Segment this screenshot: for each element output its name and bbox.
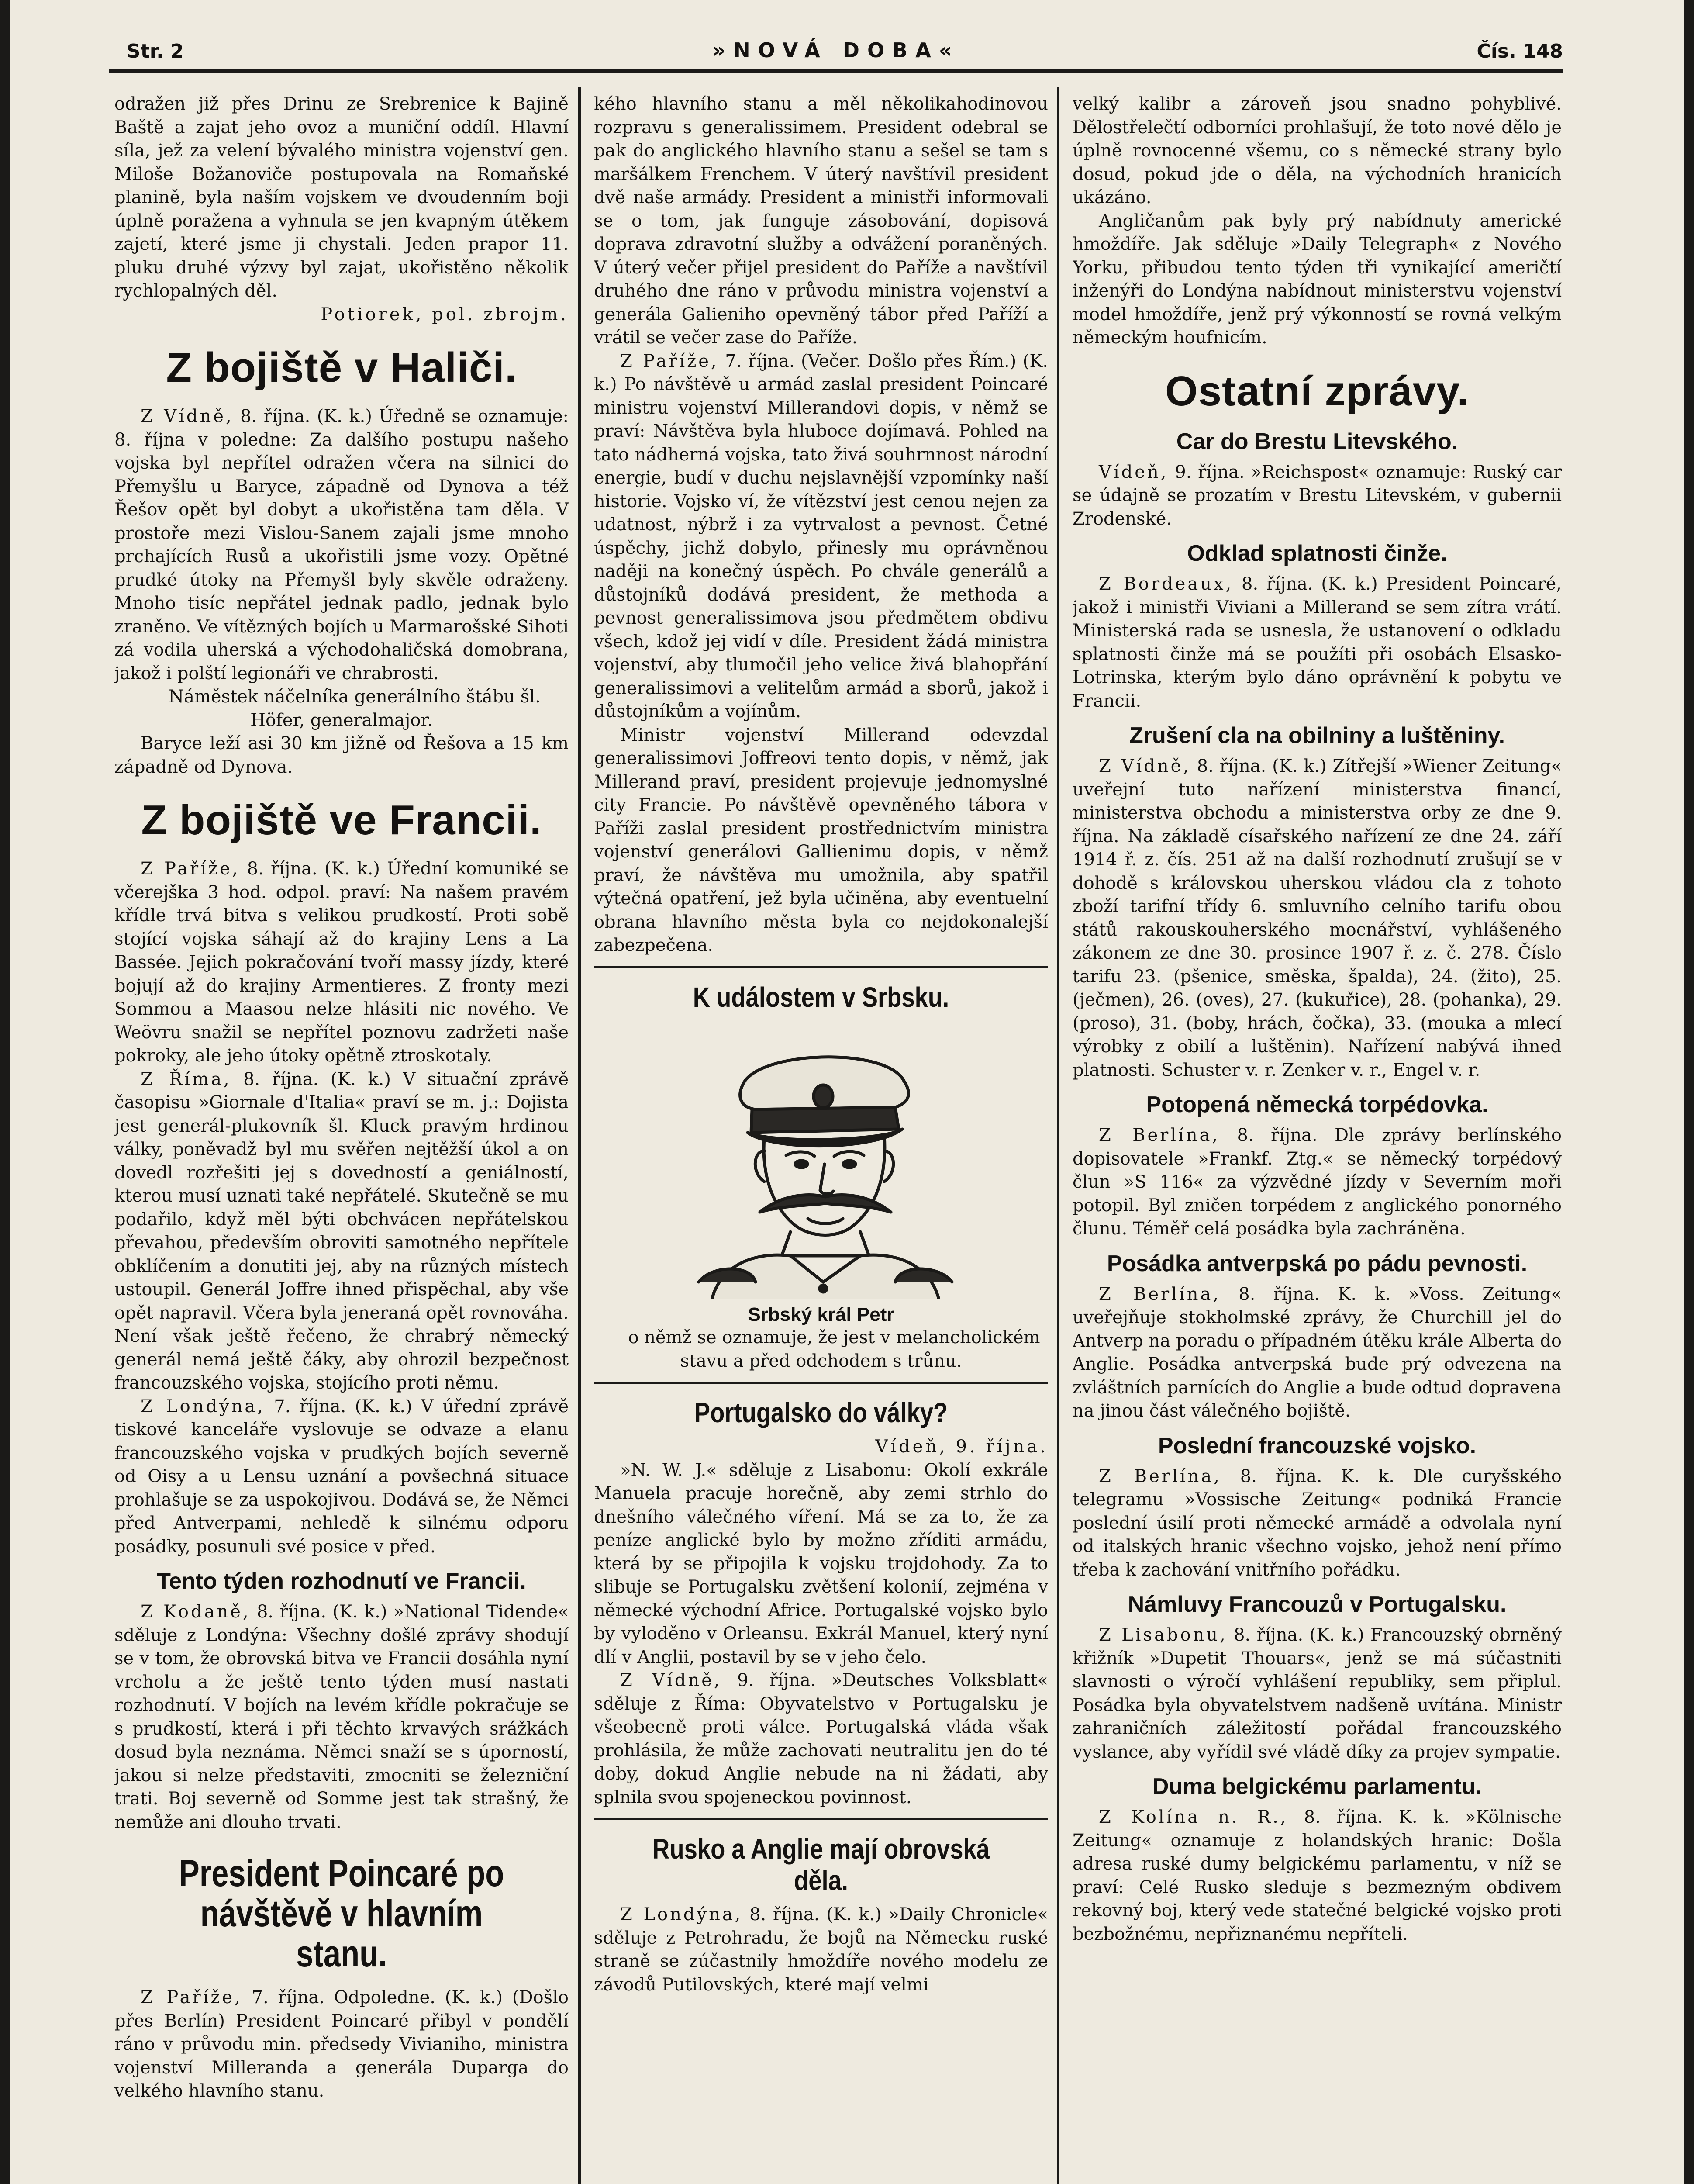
article-text: Z Vídně, 8. října. (K. k.) Zítřejší »Wiener Zeitung« uveřejní tuto nařízení ministerstva financí, ministerstva obchodu a ministerstva orby ze dne 9. října. Na základě císařského nařízení ze dne 24. září 1914 ř. z. čís. 251 až na další rozhodnutí zrušují se v dohodě s královskou uherskou vládou cla z tohoto zboží tarifní třídy 6. smluvního celního tarifu obou států rakouskouherského mocnářství, vyhlášeného zákonem ze dne 30. prosince 1907 ř. z. č. 278. Číslo tarifu 23. (pšenice, směska, špalda), 24. (žito), 25. (ječmen), 26. (oves), 27. (kukuřice), 28. (pohanka), 29. (proso), 31. (boby, hrách, čočka), 33. (mouka a mlecí výrobky z obilí a luštěnin). Nařízení nabývá ihned platnosti. Schuster v. r. Zenker v. r., Engel v. r. xyxy=(1073,756,1562,1080)
article-text: Z Bordeaux, 8. října. (K. k.) President Poincaré, jakož i ministři Viviani a Millerand se sem zítra vrátí. Ministerská rada se usnesla, že ustanovení o odkladu splatnosti činže má se použíti při osobách Elsasko-Lotrinska, kterým bylo dáno oprávnění k pobytu ve Francii. xyxy=(1073,574,1562,711)
headline: Ostatní zprávy. xyxy=(1165,367,1470,415)
scan-edge-right xyxy=(1684,0,1694,2184)
subheadline: Zrušení cla na obilniny a luštěniny. xyxy=(1129,723,1505,748)
subheadline: Posádka antverpská po pádu pevnosti. xyxy=(1107,1251,1528,1276)
article-text: »N. W. J.« sděluje z Lisabonu: Okolí exkrále Manuela pracuje horečně, aby zemi strhlo do dnešního válečného víření. Má se za to, že za peníze anglické bylo by možno zříditi armádu, která by se připojila k vojsku trojdohody. Za to slibuje se Portugalsku zvětšení kolonií, zejména v německé východní Africe. Portugalské vojsko bylo by vyloděno v Orleansu. Exkrál Manuel, který nyní dlí v Anglii, postavil by se v jeho čelo. xyxy=(594,1460,1048,1667)
subheadline: Poslední francouzské vojsko. xyxy=(1158,1433,1477,1458)
article-text: Z Kodaně, 8. října. (K. k.) »National Tidende« sděluje z Londýna: Všechny došlé zprávy shodují se v tom, že obrovská bitva ve Francii dosáhla nyní vrcholu a že ještě tento týden musí nastati rozhodnutí. V bojích na levém křídle pokračuje se s prudkostí, která i při těchto krvavých srážkách dosud byla neznáma. Němci snaží se s úporností, jakou si nelze představiti, zmocniti se železniční trati. Boj severně od Somme jest tak strašný, že nemůže ani dlouho trvati. xyxy=(114,1602,569,1832)
section-rule xyxy=(594,966,1048,968)
subheadline: Duma belgickému parlamentu. xyxy=(1152,1774,1482,1799)
article-text: Z Berlína, 8. října. K. k. »Voss. Zeitung« uveřejňuje stokholmské zprávy, že Churchill jel do Antverp na poradu o případném útěku krále Alberta do Anglie. Posádka antverpská bude prý odvezena na zvláštních parnících do Anglie a bude odtud dopravena na jinou část válečného bojiště. xyxy=(1073,1284,1562,1421)
newspaper-title: »NOVÁ DOBA« xyxy=(712,38,960,62)
article-text: Z Vídně, 8. října. (K. k.) Úředně se oznamuje: 8. října v poledne: Za dalšího postupu našeho vojska byl nepřítel odražen včera na silnici do Přemyšlu u Baryce, západně od Dynova a též Řešov opět byl dobyt a ukořistěna tam děla. V prostoře mezi Vislou-Sanem zajali jsme mnoho prchajících Rusů a ukořistili jsme vozy. Opětné prudké útoky na Přemyšl byly skvěle odraženy. Mnoho tisíc nepřátel jednak padlo, jednak bylo zraněno. Ve vítězných bojích u Marmarošské Sihoti zá vodila uherská a východohaličská domobrana, jakož i polští legionáři ve chrabrosti. xyxy=(114,406,569,684)
article-text: Z Vídně, 9. října. »Deutsches Volksblatt« sděluje z Říma: Obyvatelstvo v Portugalsku je všeobecně proti válce. Portugalská vláda však prohlásila, že může zachovati neutralitu jen do té doby, dokud Anglie nebude na ni žádati, aby splnila svou spojeneckou povinnost. xyxy=(594,1670,1048,1807)
issue-number: Čís. 148 xyxy=(1477,40,1563,62)
article-text: kého hlavního stanu a měl několikahodinovou rozpravu s generalissimem. President odebral se pak do anglického hlavního stanu a sešel se tam s maršálkem Frenchem. V úterý navštívil president dvě naše armády. President a ministři informovali se o tom, jak funguje zásobování, dopisová doprava zdravotní služby a odvážení poraněných. V úterý večer přijel president do Paříže a navštívil druhého dne ráno v průvodu ministra vojenství a generála Galieniho opevněný tábor před Paříží a vrátil se večer zase do Paříže. xyxy=(594,94,1048,348)
column-2 xyxy=(594,93,1048,1997)
column-divider xyxy=(1057,87,1059,2184)
headline: Z bojiště v Haliči. xyxy=(166,344,517,391)
subheadline: Car do Brestu Litevského. xyxy=(1176,429,1458,454)
subheadline: Odklad splatnosti činže. xyxy=(1187,541,1447,566)
masthead xyxy=(109,34,1563,69)
headline: Rusko a Anglie mají obrovská děla. xyxy=(652,1833,990,1896)
article-text: Z Lisabonu, 8. října. (K. k.) Francouzský obrněný křižník »Dupetit Thouars«, jenž se má súčastniti slavnosti o výročí vyhlášení republiky, sem připlul. Posádka byla obyvatelstvem nadšeně uvítána. Ministr zahraničních záležitostí pořádal francouzského vyslance, aby vyřídil své vládě díky za projev sympatie. xyxy=(1073,1625,1562,1762)
subheadline: Potopená německá torpédovka. xyxy=(1146,1092,1488,1117)
article-text: Z Berlína, 8. října. Dle zprávy berlínského dopisovatele »Frankf. Ztg.« se německý torpédový člun »S 116« za výzvědné jízdy v Severním moři potopil. Byl zničen torpédem z anglického ponorného člunu. Téměř celá posádka byla zachráněna. xyxy=(1073,1125,1562,1239)
article-text: Ministr vojenství Millerand odevzdal generalissimovi Joffreovi tento dopis, v němž, jak Millerand praví, president projevuje jednomyslné city Francie. Po návštěvě opevněného tábora v Paříži zaslal president prostřednictvím ministra vojenství generálovi Gallienimu dopis, v němž praví, že návštěva mu umožnila, aby spatřil výtečná opatření, jež byla učiněna, aby eventuelní obrana hlavního města byla co nejdokonalejší zabezpečena. xyxy=(594,725,1048,955)
portrait-name: Srbský král Petr xyxy=(748,1303,894,1325)
article-text: Z Kolína n. R., 8. října. K. k. »Kölnische Zeitung« oznamuje z holandských hranic: Došla adresa ruské dumy belgickému parlamentu, v níž se praví: Celé Rusko sleduje s bezmezným obdivem rekovný boj, který vede statečné belgické vojsko proti bezbožnému, nepřiznanému nepříteli. xyxy=(1073,1807,1562,1944)
headline: Portugalsko do války? xyxy=(694,1397,948,1428)
masthead-rule xyxy=(109,69,1563,73)
subheadline: Tento týden rozhodnutí ve Francii. xyxy=(157,1569,526,1594)
article-text: Z Londýna, 8. října. (K. k.) »Daily Chronicle« sděluje z Petrohradu, že bojů na Německu ruské straně se zúčastnily hmoždíře nového modelu ze závodů Putilovských, které mají velmi xyxy=(594,1904,1048,1995)
article-text: odražen již přes Drinu ze Srebrenice k Bajině Baště a zajat jeho ovoz a muniční oddíl. Hlavní síla, jež za velení bývalého ministra vojenství gen. Miloše Božanoviče postupovala na Romaňské planině, byla naším vojskem ve dvoudenním boji úplně poražena a vyhnula se jen kvapným útěkem zajetí, které jsme ji chystali. Jeden prapor 11. pluku druhé výzvy byl zajat, ukořistěno několik rychlopalných děl. xyxy=(114,94,569,301)
column-divider xyxy=(578,87,581,2184)
column-3 xyxy=(1073,93,1562,1946)
section-rule xyxy=(594,1382,1048,1384)
article-text: Vídeň, 9. října. »Reichspost« oznamuje: Ruský car se údajně se prozatím v Brestu Litevském, v gubernii Zrodenské. xyxy=(1073,462,1562,529)
article-text: velký kalibr a zároveň jsou snadno pohyblivé. Dělostřelečtí odborníci prohlašují, že toto nové dělo je úplně rovnocenné všemu, co s německé strany bylo dosud, pokud jde o děla, na východních hranicích ukázáno. xyxy=(1073,94,1562,207)
article-text: Angličanům pak byly prý nabídnuty americké hmoždíře. Jak sděluje »Daily Telegraph« z Nového Yorku, přibudou tento týden tři vynikající američtí inženýři do Londýna nabídnout ministerstvu vojenství model hmoždíře, jenž prý výkonností se rovná velkým německým houfnicím. xyxy=(1073,211,1562,348)
article-text: Z Berlína, 8. října. K. k. Dle curyšského telegramu »Vossische Zeitung« podniká Francie poslední úsilí proti německé armádě a odvolala nyní od italských hranic všechno vojsko, jehož není přímo třeba k zachování vnitřního pořádku. xyxy=(1073,1466,1562,1580)
dateline: Vídeň, 9. října. xyxy=(875,1437,1048,1457)
article-note: Baryce leží asi 30 km jižně od Řešova a 15 km západně od Dynova. xyxy=(114,733,569,777)
signature: Potiorek, pol. zbrojm. xyxy=(321,304,569,325)
subheadline: Námluvy Francouzů v Portugalsku. xyxy=(1128,1592,1507,1617)
article-text: Z Paříže, 8. října. (K. k.) Úřední komuniké se včerejška 3 hod. odpol. praví: Na našem pravém křídle trvá bitva s velikou prudkostí. Proti sobě stojící vojska sáhají až do krajiny Lens a La Bassée. Jejich pokračování tvoří massy jízdy, které bojují až do krajiny Armentieres. Z fronty mezi Sommou a Maasou nelze hlásiti nic nového. Ve Weövru snažil se nepřítel poznovu zadržeti naše pokroky, ale jeho útoky opětně ztroskotaly. xyxy=(114,859,569,1066)
portrait-caption: o němž se oznamuje, že jest v melancholickém stavu a před odchodem s trůnu. xyxy=(628,1327,1040,1371)
scan-edge-left xyxy=(0,0,10,2184)
page-number: Str. 2 xyxy=(127,40,184,62)
headline: Z bojiště ve Francii. xyxy=(141,797,542,843)
section-rule xyxy=(594,1818,1048,1820)
column-1 xyxy=(114,93,569,2103)
signature: Náměstek náčelníka generálního štábu šl. Höfer, generalmajor. xyxy=(169,687,541,730)
king-petr-portrait xyxy=(624,1020,1018,1299)
article-text: Z Říma, 8. října. (K. k.) V situační zprávě časopisu »Giornale d'Italia« praví se m. j.: Dojista jest generál-plukovník šl. Kluck pravým hrdinou války, poněvadž byl mu svěřen nejtěžší úkol a on dovedl rozřešiti jej s dovedností a geniálností, kterou musí uznati také nepřátelé. Skutečně se mu podařilo, když měl býti obchvácen nepřátelskou převahou, především obroviti samotného nepřítele obklíčením a donutiti jej, aby na různých místech ustoupil. Generál Joffre ihned přispěchal, aby vše opět napravil. Včera byla jeneraná opět rovnováha. Není však ještě řečeno, že chrabrý německý generál nemá ještě čáky, aby ohrozil bezpečnost francouzského vojska, stojícího proti němu. xyxy=(114,1069,569,1393)
article-text: Z Londýna, 7. října. (K. k.) V úřední zprávě tiskové kanceláře vyslovuje se odvaze a elanu francouzského vojska v prudkých bojích severně od Oisy a u Lensu uznání a povšechná situace prohlašuje se za uspokojivou. Dodává se, že Němci před Antverpami, nehledě k silnému odporu posádky, posunuli své posice v před. xyxy=(114,1396,569,1557)
headline: K událostem v Srbsku. xyxy=(693,981,949,1013)
article-text: Z Paříže, 7. října. Odpoledne. (K. k.) (Došlo přes Berlín) President Poincaré přibyl v pondělí ráno v průvodu min. předsedy Vivianiho, ministra vojenství Milleranda a generála Duparga do velkého hlavního stanu. xyxy=(114,1987,569,2101)
article-text: Z Paříže, 7. října. (Večer. Došlo přes Řím.) (K. k.) Po návštěvě u armád zaslal president Poincaré ministru vojenství Millerandovi dopis, v němž se praví: Návštěva byla hluboce dojímavá. Pohled na tato nádherná vojska, tato živá souhrnnost národní energie, budí v duchu nejslavnější vzpomínky naší historie. Vojsko ví, že vítězství jest cenou nejen za udatnost, nýbrž i za vytrvalost a pevnost. Četné úspěchy, jichž dobylo, přinesly mu oprávněnou naději na konečný úspěch. Po chvále generálů a důstojníků dodává president, že methoda a pevnost generalissimova jsou předmětem obdivu všech, kdož jej vidí v díle. President žádá ministra vojenství, aby tlumočil jeho velice živá blahopřání generalissimovi a velitelům armád a sborů, jakož i důstojníkům a vojínům. xyxy=(594,351,1048,722)
headline: President Poincaré po návštěvě v hlavním stanu. xyxy=(179,1852,504,1975)
